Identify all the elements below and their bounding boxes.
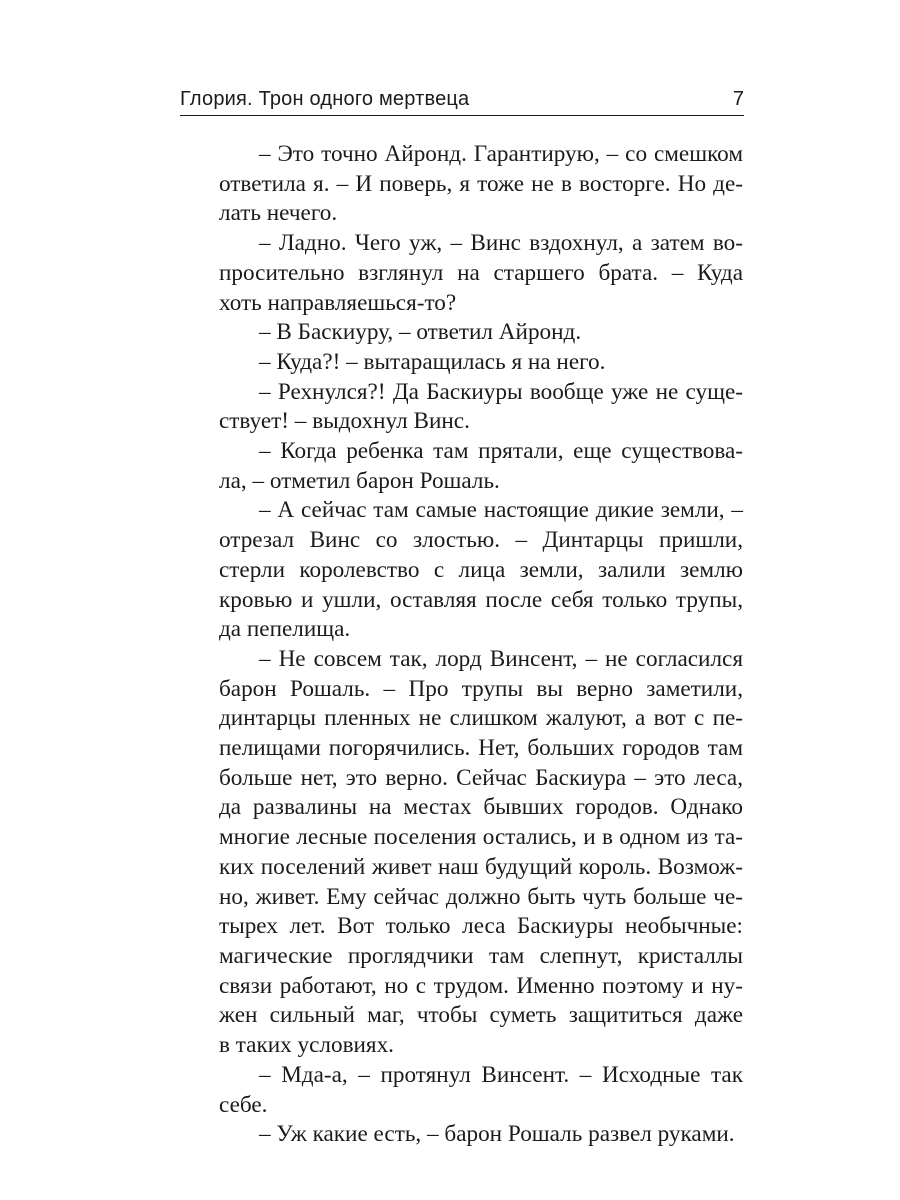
paragraph — [181, 378, 743, 437]
text-line: – Рехнулся?! Да Баскиуры вообще уже не суще- — [259, 378, 743, 405]
paragraph — [181, 318, 743, 348]
text-line: отрезал Винс со злостью. – Динтарцы пришли, — [219, 527, 743, 554]
text-line: многие лесные поселения остались, и в одном из та- — [219, 824, 743, 851]
text-line: ствует! – выдохнул Винс. — [219, 408, 470, 435]
text-line: да развалины на местах бывших городов. Однако — [219, 794, 743, 821]
paragraph — [181, 645, 743, 1061]
text-line: – Когда ребенка там прятали, еще существова- — [259, 438, 743, 465]
text-line: жен сильный маг, чтобы суметь защититься даже — [219, 1002, 743, 1029]
text-line: ких поселений живет наш будущий король. Возмож- — [219, 853, 743, 880]
paragraph — [181, 348, 743, 378]
paragraph — [181, 1120, 743, 1150]
text-line: связи работают, но с трудом. Именно поэтому и ну- — [219, 972, 743, 999]
text-line: ла, – отметил барон Рошаль. — [219, 467, 500, 494]
paragraph — [181, 229, 743, 318]
header-divider — [180, 115, 744, 116]
paragraph — [181, 496, 743, 645]
text-body — [181, 140, 743, 1150]
text-line: просительно взглянул на старшего брата. – Куда — [219, 259, 743, 286]
text-line: – Не совсем так, лорд Винсент, – не согласился — [259, 645, 743, 672]
running-header — [180, 84, 744, 114]
text-line: магические проглядчики там слепнут, кристаллы — [219, 942, 743, 969]
paragraph — [181, 1061, 743, 1120]
text-line: – Ладно. Чего уж, – Винс вздохнул, а затем во- — [259, 230, 743, 257]
paragraph — [181, 437, 743, 496]
text-line: себе. — [219, 1091, 268, 1118]
running-title: Глория. Трон одного мертвеца — [180, 88, 470, 110]
text-line: стерли королевство с лица земли, залили землю — [219, 556, 743, 583]
text-line: но, живет. Ему сейчас должно быть чуть больше че- — [219, 883, 743, 910]
page-number: 7 — [732, 88, 744, 110]
text-line: – В Баскиуру, – ответил Айронд. — [259, 319, 582, 346]
text-line: пелищами погорячились. Нет, больших городов там — [219, 735, 743, 762]
text-line: – Куда?! – вытаращилась я на него. — [259, 348, 606, 375]
text-line: да пепелища. — [219, 616, 351, 643]
paragraph — [181, 140, 743, 229]
text-line: ответила я. – И поверь, я тоже не в восторге. Но де- — [219, 170, 743, 197]
text-line: тырех лет. Вот только леса Баскиуры необычные: — [219, 913, 743, 940]
text-line: – Это точно Айронд. Гарантирую, – со смешком — [259, 141, 743, 167]
text-line: хоть направляешься-то? — [219, 289, 457, 316]
text-line: – Уж какие есть, – барон Рошаль развел руками. — [259, 1121, 735, 1148]
text-line: больше нет, это верно. Сейчас Баскиура – это леса, — [219, 764, 743, 791]
text-line: – Мда-а, – протянул Винсент. – Исходные так — [259, 1061, 743, 1088]
text-line: барон Рошаль. – Про трупы вы верно заметили, — [219, 675, 743, 702]
text-line: динтарцы пленных не слишком жалуют, а вот с пе- — [219, 705, 743, 732]
text-line: в таких условиях. — [219, 1032, 394, 1059]
text-line: – А сейчас там самые настоящие дикие земли, – — [259, 497, 743, 524]
text-line: лать нечего. — [219, 200, 338, 227]
text-line: кровью и ушли, оставляя после себя только трупы, — [219, 586, 743, 613]
